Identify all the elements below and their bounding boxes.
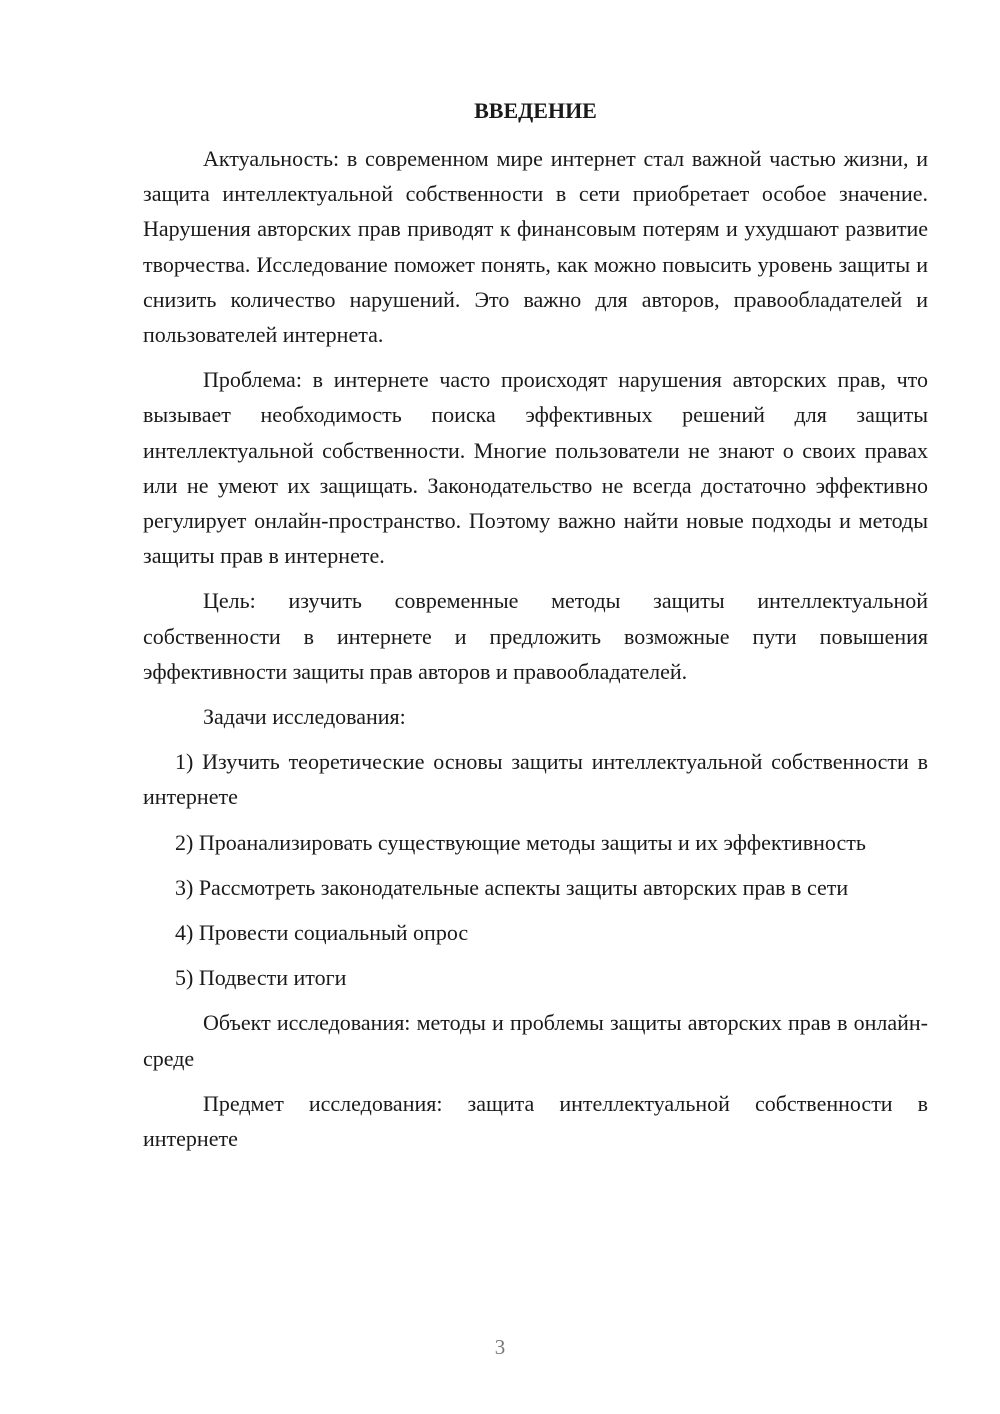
task-item: 5) Подвести итоги [175, 965, 347, 991]
tasks-title: Задачи исследования: [203, 704, 406, 730]
paragraph-subject: Предмет исследования: защита интеллектуальной собственности в интернете [143, 1090, 928, 1152]
paragraph-relevance: Актуальность: в современном мире интернет стал важной частью жизни, и защита интеллектуальной собственности в сети приобретает особое значение. Нарушения авторских прав приводят к финансовым потерям и ухудшают развитие творчества. Исследование поможет понять, как можно повысить уровень защиты и снизить количество нарушений. Это важно для авторов, правообладателей и пользователей интернета. [143, 146, 928, 348]
task-item: 1) Изучить теоретические основы защиты интеллектуальной собственности в интернете [143, 749, 928, 810]
task-item: 3) Рассмотреть законодательные аспекты защиты авторских прав в сети [175, 874, 849, 900]
paragraph-problem: Проблема: в интернете часто происходят нарушения авторских прав, что вызывает необходимость поиска эффективных решений для защиты интеллектуальной собственности. Многие пользователи не знают о своих правах или не умеют их защищать. Законодательство не всегда достаточно эффективно регулирует онлайн-пространство. Поэтому важно найти новые подходы и методы защиты прав в интернете. [143, 367, 928, 569]
page-number: 3 [494, 1335, 506, 1359]
page-body [143, 95, 928, 1166]
task-item: 4) Провести социальный опрос [175, 920, 469, 946]
task-item: 2) Проанализировать существующие методы защиты и их эффективность [175, 829, 866, 855]
section-heading: ВВЕДЕНИЕ [474, 98, 597, 123]
paragraph-object: Объект исследования: методы и проблемы защиты авторских прав в онлайн-среде [143, 1010, 928, 1071]
paragraph-goal: Цель: изучить современные методы защиты интеллектуальной собственности в интернете и предложить возможные пути повышения эффективности защиты прав авторов и правообладателей. [143, 588, 928, 684]
